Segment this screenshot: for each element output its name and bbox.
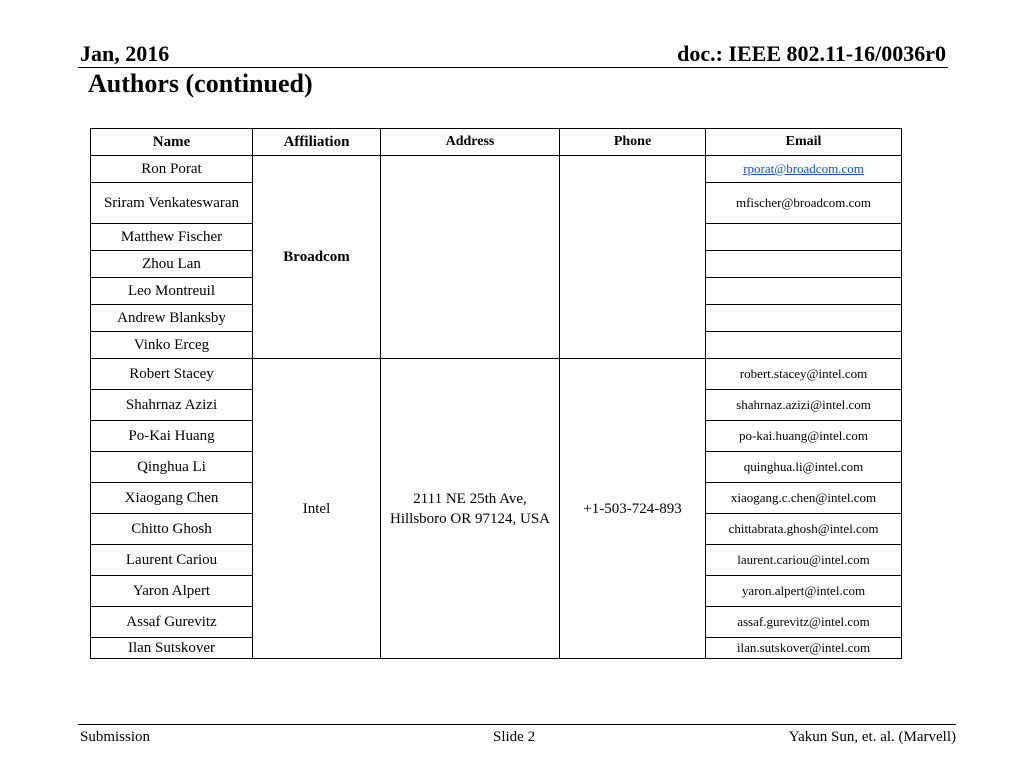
author-name: Po-Kai Huang: [91, 421, 253, 452]
author-email: ilan.sutskover@intel.com: [706, 638, 902, 659]
author-name: Assaf Gurevitz: [91, 607, 253, 638]
footer-divider: [78, 724, 956, 725]
address-broadcom: [381, 156, 560, 359]
affiliation-broadcom: Broadcom: [253, 156, 381, 359]
author-name: Ilan Sutskover: [91, 638, 253, 659]
authors-table: [90, 128, 902, 659]
author-email: assaf.gurevitz@intel.com: [706, 607, 902, 638]
author-email: robert.stacey@intel.com: [706, 359, 902, 390]
author-email: quinghua.li@intel.com: [706, 452, 902, 483]
author-name: Vinko Erceg: [91, 332, 253, 359]
col-header-name: Name: [91, 129, 253, 156]
col-header-email: Email: [706, 129, 902, 156]
author-name: Chitto Ghosh: [91, 514, 253, 545]
author-email: po-kai.huang@intel.com: [706, 421, 902, 452]
author-name: Zhou Lan: [91, 251, 253, 278]
author-name: Ron Porat: [91, 156, 253, 183]
author-email: xiaogang.c.chen@intel.com: [706, 483, 902, 514]
table-row: [91, 359, 902, 390]
header-doc-id: doc.: IEEE 802.11-16/0036r0: [677, 41, 946, 66]
email-link[interactable]: rporat@broadcom.com: [743, 161, 864, 176]
author-name: Matthew Fischer: [91, 224, 253, 251]
author-name: Shahrnaz Azizi: [91, 390, 253, 421]
footer-slide-number: Slide 2: [493, 729, 536, 745]
affiliation-intel: Intel: [253, 359, 381, 659]
author-email: [706, 305, 902, 332]
author-email: [706, 156, 902, 183]
author-name: Qinghua Li: [91, 452, 253, 483]
author-email: laurent.cariou@intel.com: [706, 545, 902, 576]
author-name: Sriram Venkateswaran: [91, 183, 253, 224]
address-intel: 2111 NE 25th Ave, Hillsboro OR 97124, USA: [381, 359, 560, 659]
table-header-row: [91, 129, 902, 156]
author-email: [706, 224, 902, 251]
phone-intel: +1-503-724-893: [560, 359, 706, 659]
author-email: [706, 251, 902, 278]
author-name: Andrew Blanksby: [91, 305, 253, 332]
header-date: Jan, 2016: [80, 41, 170, 66]
author-email: chittabrata.ghosh@intel.com: [706, 514, 902, 545]
author-name: Yaron Alpert: [91, 576, 253, 607]
author-email: [706, 332, 902, 359]
phone-broadcom: [560, 156, 706, 359]
author-email: mfischer@broadcom.com: [706, 183, 902, 224]
author-name: Robert Stacey: [91, 359, 253, 390]
footer-submission: Submission: [80, 729, 151, 745]
col-header-address: Address: [381, 129, 560, 156]
table-row: [91, 156, 902, 183]
author-name: Leo Montreuil: [91, 278, 253, 305]
author-name: Xiaogang Chen: [91, 483, 253, 514]
author-name: Laurent Cariou: [91, 545, 253, 576]
author-email: [706, 278, 902, 305]
col-header-phone: Phone: [560, 129, 706, 156]
author-email: shahrnaz.azizi@intel.com: [706, 390, 902, 421]
author-email: yaron.alpert@intel.com: [706, 576, 902, 607]
footer-author: Yakun Sun, et. al. (Marvell): [788, 729, 956, 745]
col-header-affiliation: Affiliation: [253, 129, 381, 156]
slide-title: Authors (continued): [88, 69, 313, 98]
